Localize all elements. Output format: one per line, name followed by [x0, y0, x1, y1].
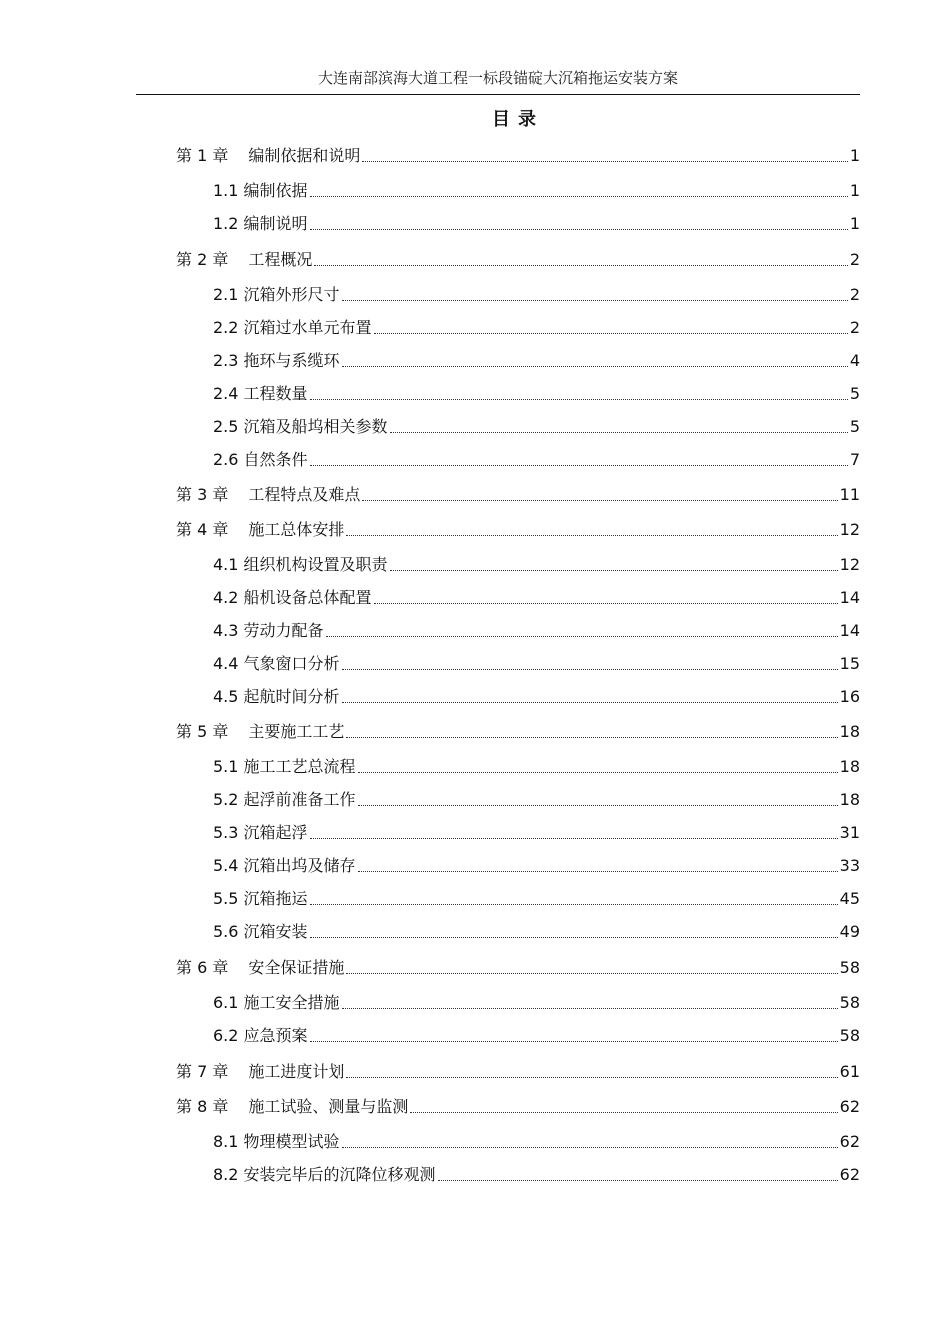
- toc-entry-number: 4.2: [213, 588, 239, 607]
- toc-entry-text: 工程数量: [243, 384, 308, 403]
- toc-page-number: 18: [839, 757, 860, 776]
- toc-entry-number: 1.2: [213, 214, 239, 233]
- toc-chapter-entry[interactable]: [176, 718, 860, 742]
- toc-entry-number: 第 2 章: [176, 250, 229, 269]
- toc-entry-text: 自然条件: [243, 450, 308, 469]
- toc-entry-text: 沉箱出坞及储存: [243, 856, 356, 875]
- toc-entry-number: 2.5: [213, 417, 239, 436]
- toc-section-entry[interactable]: [213, 1161, 860, 1185]
- toc-entry-label: [176, 958, 344, 978]
- toc-page-number: 45: [839, 889, 860, 908]
- toc-page-number: 2: [849, 285, 860, 304]
- toc-title: 目录: [492, 109, 544, 130]
- toc-entry-label: [213, 214, 308, 234]
- toc-section-entry[interactable]: [213, 1128, 860, 1152]
- toc-dot-leader: [310, 196, 848, 197]
- toc-page-number: 1: [849, 214, 860, 233]
- toc-entry-number: 5.6: [213, 922, 239, 941]
- toc-section-entry[interactable]: [213, 786, 860, 810]
- toc-page-number: 2: [849, 250, 860, 269]
- toc-entry-label: [176, 1062, 344, 1082]
- toc-dot-leader: [342, 702, 838, 703]
- toc-entry-number: 5.1: [213, 757, 239, 776]
- toc-dot-leader: [410, 1112, 837, 1113]
- toc-section-entry[interactable]: [213, 551, 860, 575]
- toc-section-entry[interactable]: [213, 446, 860, 470]
- toc-entry-text: 船机设备总体配置: [243, 588, 372, 607]
- toc-entry-number: 4.4: [213, 654, 239, 673]
- toc-dot-leader: [358, 871, 838, 872]
- toc-entry-label: [213, 687, 340, 707]
- toc-page-number: 62: [839, 1132, 860, 1151]
- toc-section-entry[interactable]: [213, 885, 860, 909]
- toc-entry-label: [213, 450, 308, 470]
- toc-entry-text: 起浮前准备工作: [243, 790, 356, 809]
- toc-entry-label: [213, 285, 340, 305]
- toc-entry-label: [213, 823, 308, 843]
- toc-entry-number: 1.1: [213, 181, 239, 200]
- toc-dot-leader: [358, 805, 838, 806]
- toc-entry-number: 2.6: [213, 450, 239, 469]
- toc-entry-number: 第 3 章: [176, 485, 229, 504]
- toc-entry-number: 8.2: [213, 1165, 239, 1184]
- toc-entry-label: [213, 654, 340, 674]
- toc-page-number: 49: [839, 922, 860, 941]
- toc-dot-leader: [390, 432, 848, 433]
- page-header-title: 大连南部滨海大道工程一标段锚碇大沉箱拖运安装方案: [317, 69, 678, 87]
- toc-entry-text: 沉箱过水单元布置: [243, 318, 372, 337]
- toc-entry-number: 第 7 章: [176, 1062, 229, 1081]
- toc-entry-number: 4.1: [213, 555, 239, 574]
- toc-entry-text: 沉箱起浮: [243, 823, 308, 842]
- toc-dot-leader: [358, 772, 838, 773]
- toc-entry-number: 4.5: [213, 687, 239, 706]
- toc-entry-label: [213, 1132, 340, 1152]
- toc-dot-leader: [310, 465, 848, 466]
- toc-dot-leader: [310, 399, 848, 400]
- toc-entry-number: 第 6 章: [176, 958, 229, 977]
- toc-section-entry[interactable]: [213, 281, 860, 305]
- toc-chapter-entry[interactable]: [176, 1093, 860, 1117]
- toc-dot-leader: [342, 366, 848, 367]
- toc-page-number: 12: [839, 555, 860, 574]
- toc-entry-text: 沉箱外形尺寸: [243, 285, 340, 304]
- toc-entry-text: 主要施工工艺: [248, 722, 345, 741]
- toc-section-entry[interactable]: [213, 347, 860, 371]
- toc-page-number: 5: [849, 384, 860, 403]
- toc-entry-text: 沉箱安装: [243, 922, 308, 941]
- toc-entry-label: [213, 993, 340, 1013]
- toc-dot-leader: [362, 161, 847, 162]
- toc-entry-label: [213, 351, 340, 371]
- toc-entry-number: 5.4: [213, 856, 239, 875]
- toc-entry-text: 安装完毕后的沉降位移观测: [243, 1165, 436, 1184]
- toc-page-number: 15: [839, 654, 860, 673]
- toc-entry-text: 施工进度计划: [248, 1062, 345, 1081]
- toc-entry-label: [213, 588, 372, 608]
- toc-section-entry[interactable]: [213, 413, 860, 437]
- toc-entry-number: 第 1 章: [176, 146, 229, 165]
- toc-entry-label: [176, 146, 360, 166]
- toc-entry-text: 编制依据: [243, 181, 308, 200]
- toc-section-entry[interactable]: [213, 314, 860, 338]
- toc-page-number: 11: [839, 485, 860, 504]
- toc-entry-number: 5.3: [213, 823, 239, 842]
- toc-section-entry[interactable]: [213, 584, 860, 608]
- toc-dot-leader: [374, 603, 838, 604]
- toc-entry-label: [176, 722, 344, 742]
- toc-entry-text: 沉箱拖运: [243, 889, 308, 908]
- toc-entry-text: 应急预案: [243, 1026, 308, 1045]
- toc-dot-leader: [438, 1180, 838, 1181]
- toc-entry-label: [213, 790, 356, 810]
- toc-entry-label: [213, 922, 308, 942]
- toc-page-number: 4: [849, 351, 860, 370]
- toc-entry-number: 2.3: [213, 351, 239, 370]
- toc-section-entry[interactable]: [213, 989, 860, 1013]
- toc-entry-label: [176, 250, 312, 270]
- toc-dot-leader: [310, 838, 838, 839]
- toc-entry-text: 物理模型试验: [243, 1132, 340, 1151]
- toc-section-entry[interactable]: [213, 177, 860, 201]
- toc-chapter-entry[interactable]: [176, 481, 860, 505]
- toc-page-number: 14: [839, 621, 860, 640]
- toc-chapter-entry[interactable]: [176, 516, 860, 540]
- toc-dot-leader: [342, 669, 838, 670]
- toc-page-number: 1: [849, 146, 860, 165]
- toc-entry-number: 5.5: [213, 889, 239, 908]
- toc-page-number: 58: [839, 993, 860, 1012]
- toc-page-number: 31: [839, 823, 860, 842]
- toc-entry-number: 5.2: [213, 790, 239, 809]
- toc-dot-leader: [310, 937, 838, 938]
- toc-entry-text: 组织机构设置及职责: [243, 555, 388, 574]
- toc-section-entry[interactable]: [213, 819, 860, 843]
- toc-section-entry[interactable]: [213, 210, 860, 234]
- toc-page-number: 1: [849, 181, 860, 200]
- toc-page-number: 62: [839, 1097, 860, 1116]
- toc-page-number: 18: [839, 722, 860, 741]
- toc-entry-number: 第 5 章: [176, 722, 229, 741]
- toc-page-number: 58: [839, 958, 860, 977]
- toc-chapter-entry[interactable]: [176, 954, 860, 978]
- toc-entry-label: [213, 621, 324, 641]
- toc-entry-text: 施工安全措施: [243, 993, 340, 1012]
- toc-dot-leader: [346, 535, 837, 536]
- toc-entry-text: 安全保证措施: [248, 958, 345, 977]
- toc-entry-number: 第 8 章: [176, 1097, 229, 1116]
- toc-entry-text: 编制依据和说明: [248, 146, 361, 165]
- toc-entry-label: [213, 1026, 308, 1046]
- toc-page-number: 18: [839, 790, 860, 809]
- toc-entry-number: 第 4 章: [176, 520, 229, 539]
- toc-entry-text: 施工总体安排: [248, 520, 345, 539]
- toc-entry-number: 2.4: [213, 384, 239, 403]
- toc-entry-label: [213, 856, 356, 876]
- toc-chapter-entry[interactable]: [176, 1058, 860, 1082]
- toc-page-number: 14: [839, 588, 860, 607]
- toc-dot-leader: [362, 500, 837, 501]
- toc-section-entry[interactable]: [213, 753, 860, 777]
- toc-page-number: 5: [849, 417, 860, 436]
- toc-section-entry[interactable]: [213, 650, 860, 674]
- toc-dot-leader: [346, 737, 837, 738]
- toc-dot-leader: [326, 636, 838, 637]
- toc-entry-label: [213, 384, 308, 404]
- toc-page-number: 33: [839, 856, 860, 875]
- toc-page-number: 12: [839, 520, 860, 539]
- toc-page-number: 62: [839, 1165, 860, 1184]
- toc-entry-label: [213, 417, 388, 437]
- toc-entry-label: [213, 757, 356, 777]
- toc-dot-leader: [346, 1077, 837, 1078]
- toc-section-entry[interactable]: [213, 918, 860, 942]
- toc-page-number: 2: [849, 318, 860, 337]
- toc-dot-leader: [314, 265, 847, 266]
- toc-section-entry[interactable]: [213, 683, 860, 707]
- toc-chapter-entry[interactable]: [176, 246, 860, 270]
- toc-section-entry[interactable]: [213, 852, 860, 876]
- toc-entry-text: 施工工艺总流程: [243, 757, 356, 776]
- toc-section-entry[interactable]: [213, 617, 860, 641]
- toc-entry-text: 工程概况: [248, 250, 313, 269]
- toc-dot-leader: [342, 300, 848, 301]
- toc-entry-label: [213, 318, 372, 338]
- toc-entry-text: 起航时间分析: [243, 687, 340, 706]
- toc-page-number: 16: [839, 687, 860, 706]
- toc-section-entry[interactable]: [213, 1022, 860, 1046]
- toc-page-number: 7: [849, 450, 860, 469]
- toc-page-number: 61: [839, 1062, 860, 1081]
- toc-entry-number: 6.2: [213, 1026, 239, 1045]
- toc-entry-text: 沉箱及船坞相关参数: [243, 417, 388, 436]
- toc-entry-text: 气象窗口分析: [243, 654, 340, 673]
- toc-chapter-entry[interactable]: [176, 142, 860, 166]
- toc-entry-text: 工程特点及难点: [248, 485, 361, 504]
- toc-entry-number: 6.1: [213, 993, 239, 1012]
- toc-entry-text: 施工试验、测量与监测: [248, 1097, 409, 1116]
- toc-dot-leader: [310, 229, 848, 230]
- toc-dot-leader: [310, 904, 838, 905]
- toc-entry-number: 2.2: [213, 318, 239, 337]
- toc-page-number: 58: [839, 1026, 860, 1045]
- toc-dot-leader: [390, 570, 838, 571]
- toc-section-entry[interactable]: [213, 380, 860, 404]
- toc-entry-number: 8.1: [213, 1132, 239, 1151]
- header-divider: [136, 94, 860, 95]
- toc-entry-text: 劳动力配备: [243, 621, 324, 640]
- toc-entry-label: [176, 520, 344, 540]
- toc-entry-label: [176, 485, 360, 505]
- toc-entry-number: 2.1: [213, 285, 239, 304]
- toc-entry-label: [213, 889, 308, 909]
- toc-entry-label: [213, 1165, 436, 1185]
- toc-entry-text: 拖环与系缆环: [243, 351, 340, 370]
- toc-dot-leader: [342, 1008, 838, 1009]
- toc-dot-leader: [310, 1041, 838, 1042]
- toc-entry-label: [213, 555, 388, 575]
- toc-dot-leader: [346, 973, 837, 974]
- toc-entry-label: [213, 181, 308, 201]
- toc-entry-label: [176, 1097, 408, 1117]
- toc-entry-text: 编制说明: [243, 214, 308, 233]
- toc-dot-leader: [342, 1147, 838, 1148]
- toc-dot-leader: [374, 333, 848, 334]
- toc-entry-number: 4.3: [213, 621, 239, 640]
